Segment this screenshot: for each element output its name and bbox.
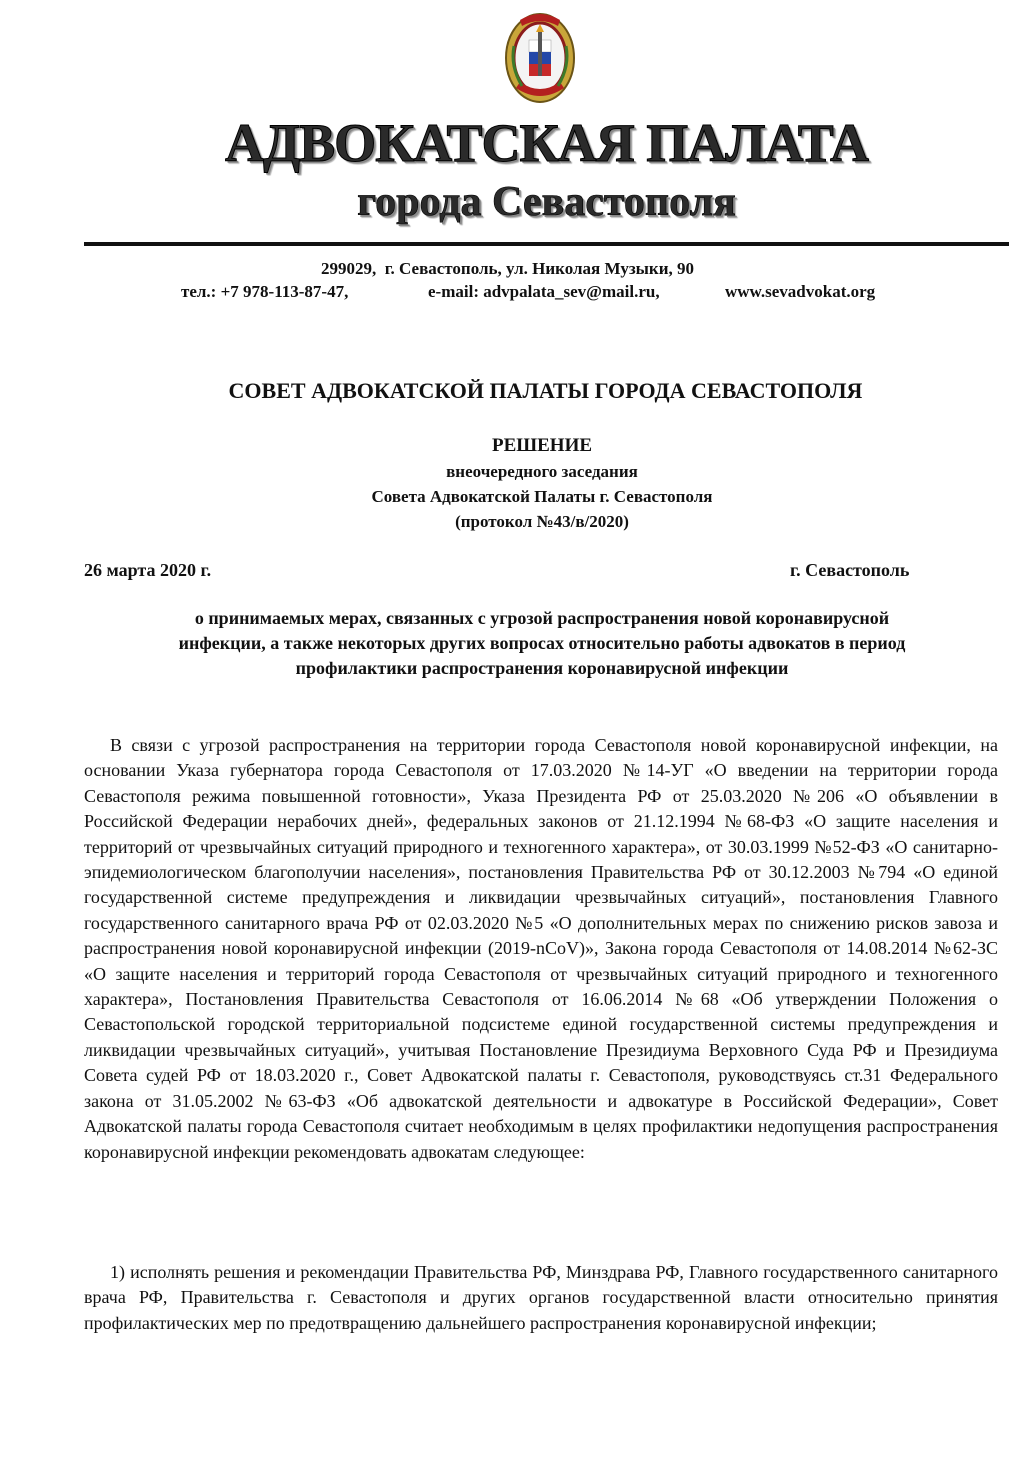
decision-protocol: (протокол №43/в/2020) [455,512,629,531]
preamble-paragraph: В связи с угрозой распространения на территории города Севастополя новой коронавирусной инфекции, на основании Указа губернатора города Севастополя от 17.03.2020 №14-УГ «О введении на территории города Севастополя режима повышенной готовности», Указа Президента РФ от 25.03.2020 №206 «О объявлении в Российской Федерации нерабочих дней», федеральных законов от 21.12.1994 №68-ФЗ «О защите населения и территорий от чрезвычайных ситуаций природного и техногенного характера», от 30.03.1999 №52-ФЗ «О санитарно-эпидемиологическом благополучии населения», постановления Правительства РФ от 30.12.2003 №794 «О единой государственной системе предупреждения и ликвидации чрезвычайных ситуаций», постановления Главного государственного санитарного врача РФ от 02.03.2020 №5 «О дополнительных мерах по снижению рисков завоза и распространения новой коронавирусной инфекции (2019-nCoV)», Закона города Севастополя от 14.08.2014 №62-ЗС «О защите населения и территорий города Севастополя от чрезвычайных ситуаций природного и техногенного характера», Постановления Правительства Севастополя от 16.06.2014 №68 «Об утверждении Положения о Севастопольской городской территориальной подсистеме единой государственной системы предупреждения и ликвидации чрезвычайных ситуаций», учитывая Постановление Президиума Верховного Суда РФ и Президиума Совета судей РФ от 18.03.2020 г., Совет Адвокатской палаты г. Севастополя, руководствуясь ст.31 Федерального закона от 31.05.2002 №63-ФЗ «Об адвокатской деятельности и адвокатуре в Российской Федерации», Совет Адвокатской палаты города Севастополя считает необходимым в целях профилактики недопущения распространения коронавирусной инфекции рекомендовать адвокатам следующее: [84,735,998,1162]
website: www.sevadvokat.org [725,282,876,301]
header-divider [84,242,1009,246]
organization-name: АДВОКАТСКАЯ ПАЛАТА [224,113,869,173]
address: 299029, г. Севастополь, ул. Николая Музыки, 90 [321,259,695,278]
decision-heading: РЕШЕНИЕ [491,435,593,456]
phone: тел.: +7 978-113-87-47, [181,282,349,301]
decision-line-2: Совета Адвокатской Палаты г. Севастополя [371,487,713,506]
subject-line-3: профилактики распространения коронавирусной инфекции [295,658,789,678]
subject-line-1: о принимаемых мерах, связанных с угрозой распространения новой коронавирусной [194,608,890,628]
list-item-1: 1) исполнять решения и рекомендации Правительства РФ, Минздрава РФ, Главного государственного санитарного врача РФ, Правительства г. Севастополя и других органов государственной власти относительно принятия профилактических мер по предотвращению дальнейшего распространения коронавирусной инфекции; [84,1262,998,1333]
organization-city: города Севастополя [357,179,736,225]
decision-date: 26 марта 2020 г. [84,560,212,580]
subject-line-2: инфекции, а также некоторых других вопросах относительно работы адвокатов в период [178,633,906,653]
decision-line-1: внеочередного заседания [446,462,638,481]
decision-city: г. Севастополь [790,560,910,580]
bar-association-emblem [500,6,580,106]
council-title: СОВЕТ АДВОКАТСКОЙ ПАЛАТЫ ГОРОДА СЕВАСТОПОЛЯ [228,378,863,403]
decision-subject [82,606,1002,681]
decision-heading-block [82,433,1002,534]
email: e-mail: advpalata_sev@mail.ru, [428,282,660,301]
